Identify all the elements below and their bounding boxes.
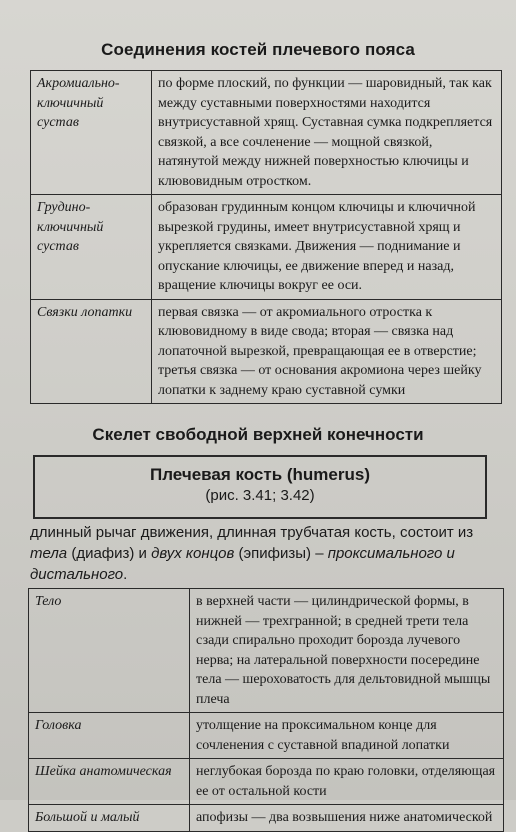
- table-row: [29, 713, 504, 759]
- text-run: (эпифизы) –: [234, 545, 328, 562]
- italic-term: проксимального и дистального: [30, 545, 455, 583]
- italic-term: тела: [30, 545, 68, 562]
- humerus-title: Плечевая кость (humerus): [150, 465, 370, 484]
- humerus-parts-table: [28, 588, 504, 832]
- description-cell: по форме плоский, по функции — шаровидный, так как между суставными поверхностями находится внутрисуставной хрящ. Суставная сумка подкрепляется связкой, а все сочленение — мощной связкой, натянутой между нижней поверхностью ключицы и клювовидным отростком.: [152, 71, 502, 195]
- term-cell: Акромиально-ключичный сустав: [31, 71, 152, 195]
- table-row: [31, 299, 502, 404]
- term-cell: Связки лопатки: [31, 299, 152, 404]
- text-run: .: [123, 566, 128, 583]
- description-cell: утолщение на проксимальном конце для сочленения с суставной впадиной лопатки: [190, 713, 504, 759]
- section-title-upper-limb: Скелет свободной верхней конечности: [92, 425, 424, 444]
- term-cell: Большой и малый: [29, 805, 190, 832]
- description-cell: образован грудинным концом ключицы и ключичной вырезкой грудины, имеет внутрисуставной хрящ и укрепляется связками. Движения — поднимание и опускание ключицы, ее движение вперед и назад, вращение ключицы вокруг ее оси.: [152, 195, 502, 300]
- figure-reference: (рис. 3.41; 3.42): [205, 487, 315, 504]
- section-title-shoulder-joints: Соединения костей плечевого пояса: [101, 40, 415, 59]
- text-run: длинный рычаг движения, длинная трубчатая кость, состоит из: [30, 524, 474, 541]
- term-cell: Шейка анатомическая: [29, 759, 190, 805]
- table-row: [29, 805, 504, 832]
- table-row: [29, 759, 504, 805]
- term-cell: Грудино-ключичный сустав: [31, 195, 152, 300]
- humerus-description: [30, 522, 490, 585]
- description-cell: в верхней части — цилиндрической формы, в нижней — трехгранной; в средней трети тела сзади спирально проходит борозда лучевого нерва; на латеральной поверхности посередине тела — шероховатость для дельтовидной мышцы плеча: [190, 589, 504, 713]
- shoulder-joints-table: [30, 70, 502, 404]
- italic-term: двух концов: [151, 545, 235, 562]
- description-cell: неглубокая борозда по краю головки, отделяющая ее от остальной кости: [190, 759, 504, 805]
- description-cell: первая связка — от акромиального отростка к клювовидному в виде свода; вторая — связка над лопаточной вырезкой, превращающая ее в отверстие; третья связка — от основания акромиона через шейку лопатки к заднему краю суставной сумки: [152, 299, 502, 404]
- description-cell: апофизы — два возвышения ниже анатомической: [190, 805, 504, 832]
- term-cell: Головка: [29, 713, 190, 759]
- table-row: [29, 589, 504, 713]
- text-run: (диафиз) и: [67, 545, 152, 562]
- table-row: [31, 71, 502, 195]
- table-row: [31, 195, 502, 300]
- humerus-title-box: [33, 455, 487, 519]
- term-cell: Тело: [29, 589, 190, 713]
